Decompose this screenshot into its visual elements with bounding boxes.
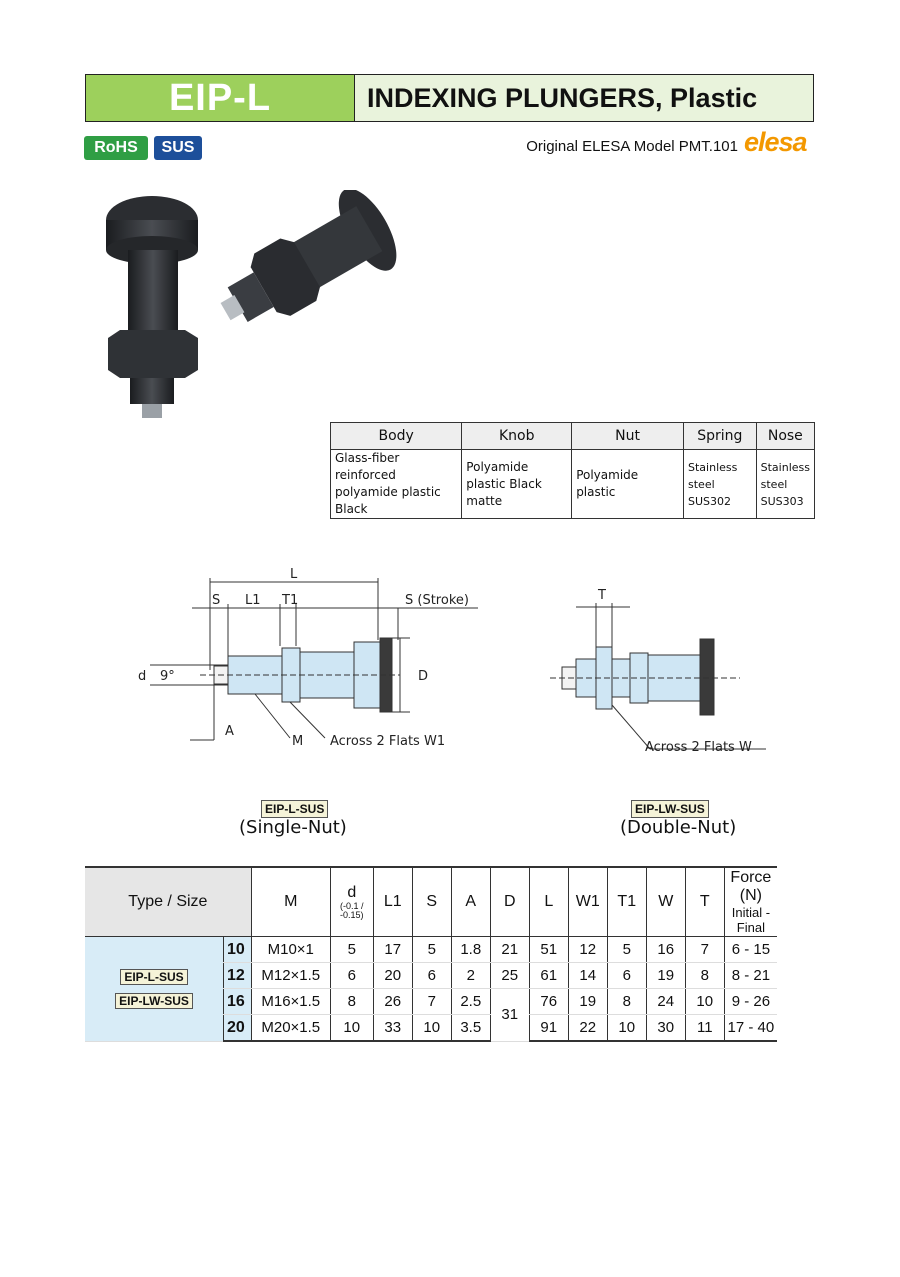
material-table (330, 422, 815, 519)
cell-T: 11 (685, 1015, 724, 1042)
cell-T1: 6 (607, 963, 646, 989)
type-code-single: EIP-L-SUS (120, 969, 187, 985)
th-d-label: d (347, 884, 357, 901)
dim-S-label: S (212, 593, 221, 608)
th-A: A (451, 867, 490, 937)
cell-W1: 12 (568, 937, 607, 963)
cell-L: 51 (529, 937, 568, 963)
mat-header-nose: Nose (756, 423, 814, 450)
size-cell: 12 (224, 963, 252, 989)
cell-S: 10 (412, 1015, 451, 1042)
th-force-sub: Initial - Final (731, 905, 771, 935)
dim-A-label: A (225, 724, 234, 739)
cell-A: 2.5 (451, 989, 490, 1015)
cell-d: 5 (330, 937, 373, 963)
dim-T-label: T (598, 588, 606, 603)
elesa-logo: elesa (744, 127, 807, 157)
th-T1: T1 (607, 867, 646, 937)
th-T: T (685, 867, 724, 937)
cell-L1: 26 (373, 989, 412, 1015)
type-cell (85, 937, 224, 1042)
cell-W1: 19 (568, 989, 607, 1015)
th-force (724, 867, 777, 937)
cell-d: 10 (330, 1015, 373, 1042)
th-L1: L1 (373, 867, 412, 937)
dimension-table (85, 866, 777, 1042)
cell-D: 21 (490, 937, 529, 963)
cell-force: 8 - 21 (724, 963, 777, 989)
cell-W: 16 (646, 937, 685, 963)
cell-D: 25 (490, 963, 529, 989)
cell-D: 31 (490, 989, 529, 1042)
product-photo (90, 190, 420, 430)
double-model-caption: (Double-Nut) (620, 817, 737, 838)
cell-S: 7 (412, 989, 451, 1015)
cell-W: 30 (646, 1015, 685, 1042)
cell-A: 2 (451, 963, 490, 989)
mat-header-knob: Knob (462, 423, 572, 450)
size-cell: 20 (224, 1015, 252, 1042)
cell-T: 7 (685, 937, 724, 963)
cell-W: 19 (646, 963, 685, 989)
cell-M: M10×1 (251, 937, 330, 963)
mat-spring: Stainless steel SUS302 (684, 450, 757, 519)
th-W1: W1 (568, 867, 607, 937)
cell-A: 3.5 (451, 1015, 490, 1042)
mat-nose: Stainless steel SUS303 (756, 450, 814, 519)
double-nut-drawing (540, 585, 780, 760)
double-model-code: EIP-LW-SUS (631, 800, 709, 818)
mat-nut: Polyamide plastic (572, 450, 684, 519)
cell-S: 5 (412, 937, 451, 963)
cell-L: 76 (529, 989, 568, 1015)
single-model-code: EIP-L-SUS (261, 800, 328, 818)
cell-M: M16×1.5 (251, 989, 330, 1015)
th-d-tolerance: (-0.1 / -0.15) (340, 901, 364, 920)
single-model-caption: (Single-Nut) (239, 817, 347, 838)
single-nut-drawing (130, 560, 490, 760)
cell-L1: 20 (373, 963, 412, 989)
dim-angle-label: 9° (160, 669, 175, 684)
title-bar (85, 74, 814, 122)
cell-M: M12×1.5 (251, 963, 330, 989)
cell-force: 9 - 26 (724, 989, 777, 1015)
cell-T1: 5 (607, 937, 646, 963)
sus-badge: SUS (154, 136, 202, 160)
dim-flats-W-label: Across 2 Flats W (645, 740, 752, 755)
dim-d-label: d (138, 669, 147, 684)
th-D: D (490, 867, 529, 937)
th-M: M (251, 867, 330, 937)
size-cell: 10 (224, 937, 252, 963)
cell-A: 1.8 (451, 937, 490, 963)
product-title: INDEXING PLUNGERS, Plastic (355, 75, 813, 121)
dim-L-label: L (290, 567, 298, 582)
original-model-note: Original ELESA Model PMT.101 (526, 138, 738, 155)
dim-L1-label: L1 (245, 593, 261, 608)
mat-header-spring: Spring (684, 423, 757, 450)
mat-header-body: Body (331, 423, 462, 450)
cell-W1: 22 (568, 1015, 607, 1042)
cell-T1: 8 (607, 989, 646, 1015)
th-d (330, 867, 373, 937)
table-row (85, 937, 777, 963)
product-code: EIP-L (86, 75, 355, 121)
cell-S: 6 (412, 963, 451, 989)
th-W: W (646, 867, 685, 937)
cell-W1: 14 (568, 963, 607, 989)
cell-L: 61 (529, 963, 568, 989)
cell-T: 8 (685, 963, 724, 989)
cell-d: 6 (330, 963, 373, 989)
dim-D-label: D (418, 669, 429, 684)
cell-d: 8 (330, 989, 373, 1015)
cell-T1: 10 (607, 1015, 646, 1042)
cell-force: 17 - 40 (724, 1015, 777, 1042)
dim-stroke-label: S (Stroke) (405, 593, 469, 608)
cell-T: 10 (685, 989, 724, 1015)
cell-L: 91 (529, 1015, 568, 1042)
dim-flats-W1-label: Across 2 Flats W1 (330, 734, 446, 749)
size-cell: 16 (224, 989, 252, 1015)
mat-header-nut: Nut (572, 423, 684, 450)
th-force-label: Force (N) (730, 869, 772, 904)
cell-M: M20×1.5 (251, 1015, 330, 1042)
th-L: L (529, 867, 568, 937)
dim-M-label: M (292, 734, 304, 749)
cell-L1: 33 (373, 1015, 412, 1042)
mat-body: Glass-fiber reinforced polyamide plastic Black (331, 450, 462, 519)
th-type-size: Type / Size (85, 867, 251, 937)
dim-T1-label: T1 (282, 593, 299, 608)
cell-L1: 17 (373, 937, 412, 963)
th-S: S (412, 867, 451, 937)
cell-W: 24 (646, 989, 685, 1015)
type-code-double: EIP-LW-SUS (115, 993, 193, 1009)
cell-force: 6 - 15 (724, 937, 777, 963)
mat-knob: Polyamide plastic Black matte (462, 450, 572, 519)
rohs-badge: RoHS (84, 136, 148, 160)
